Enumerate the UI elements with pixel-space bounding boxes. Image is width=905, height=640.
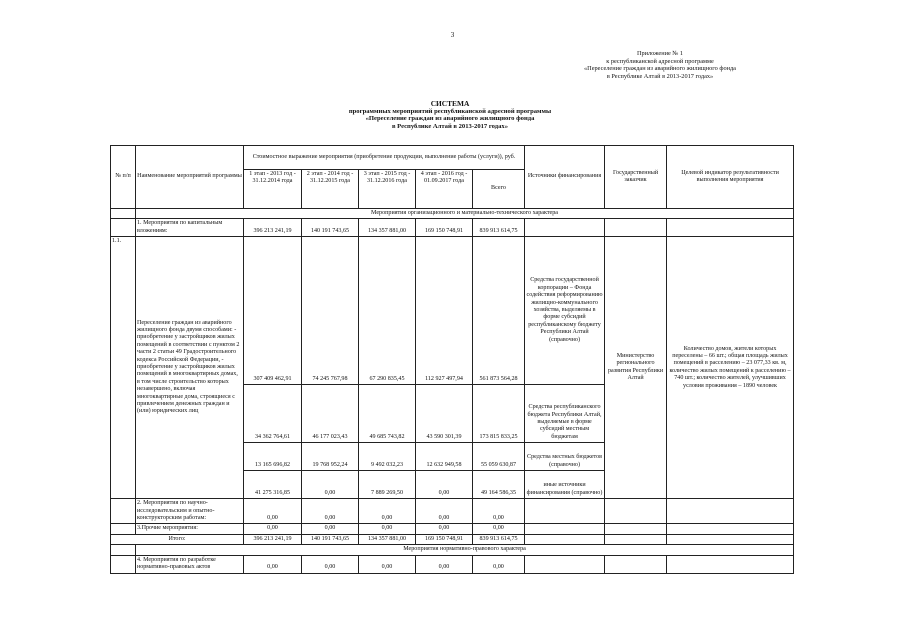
empty-cell: [111, 209, 136, 219]
section-heading: Мероприятия организационного и материально-технического характера: [136, 209, 794, 219]
appendix-line: к республиканской адресной программе: [606, 57, 714, 65]
header-indicator: Целевой индикатор результативности выполнения мероприятия: [667, 146, 794, 209]
row11-c-v1: 13 165 696,82: [244, 443, 302, 471]
row3-v2: 0,00: [302, 524, 359, 534]
program-measures-table: [110, 145, 794, 574]
empty-cell: [667, 219, 794, 237]
row2-v2: 0,00: [302, 499, 359, 524]
header-total: Всего: [473, 170, 525, 209]
empty-cell: [525, 219, 605, 237]
row11-a-v2: 74 245 767,98: [302, 237, 359, 385]
row11-b-v2: 46 177 023,43: [302, 385, 359, 443]
row11-d-source: иные источники финансирования (справочно): [525, 471, 605, 499]
row11-a-v3: 67 290 835,45: [359, 237, 416, 385]
row11-name: Переселение граждан из аварийного жилищного фонда двумя способами: - приобретение у застройщиков жилых помещений в соответствии с пунктом 2 части 2 статьи 49 Градостроительного кодекса Российской Федерации, - приобретение у застройщиков жилых помещений в многоквартирных домах, в том числе строительство которых незавершено, включая многоквартирные дома, строящиеся с привлечением денежных граждан и (или) юридических лиц: [136, 237, 244, 499]
row3-v4: 0,00: [416, 524, 473, 534]
empty-cell: [605, 534, 667, 544]
empty-cell: [111, 545, 136, 555]
row11-d-total: 49 164 586,35: [473, 471, 525, 499]
empty-cell: [667, 524, 794, 534]
row11-a-source: Средства государственной корпорации – Фонда содействия реформированию жилищно-коммунального хозяйства, выделяемы в форме субсидий республиканскому бюджету Республики Алтай (справочно): [525, 237, 605, 385]
row2-v1: 0,00: [244, 499, 302, 524]
row11-customer: Министерство регионального развития Республики Алтай: [605, 237, 667, 499]
page-number: 3: [450, 31, 455, 39]
empty-cell: [605, 524, 667, 534]
row1-name: 1. Мероприятия по капитальным вложениям:: [136, 219, 244, 237]
row11-b-v3: 49 685 743,82: [359, 385, 416, 443]
empty-cell: [525, 499, 605, 524]
empty-cell: [111, 499, 136, 524]
row11-b-source: Средства республиканского бюджета Республики Алтай, выделяемые в форме субсидий местным бюджетам: [525, 385, 605, 443]
row11-indicator: Количество домов, жители которых переселены – 66 шт.; общая площадь жилых помещений в расселению – 23 077,33 кв. м, количество жилых помещений к расселению – 740 шт.; количество жителей, улучшивших условия проживания – 1890 человек: [667, 237, 794, 499]
header-stage1: 1 этап - 2013 год - 31.12.2014 года: [244, 170, 302, 209]
row3-name: 3.Прочие мероприятия:: [136, 524, 244, 534]
section-heading: Мероприятия нормативно-правового характера: [136, 545, 794, 555]
header-stage2: 2 этап - 2014 год - 31.12.2015 года: [302, 170, 359, 209]
row11-c-v4: 12 632 949,58: [416, 443, 473, 471]
row11-b-v4: 43 590 301,39: [416, 385, 473, 443]
itogo-label: Итого:: [111, 534, 244, 544]
empty-cell: [525, 534, 605, 544]
itogo-v2: 140 191 743,65: [302, 534, 359, 544]
row2-v4: 0,00: [416, 499, 473, 524]
appendix-note: [560, 50, 760, 80]
row4-v1: 0,00: [244, 555, 302, 573]
row3-v3: 0,00: [359, 524, 416, 534]
empty-cell: [605, 219, 667, 237]
empty-cell: [525, 555, 605, 573]
row11-b-total: 173 815 833,25: [473, 385, 525, 443]
header-num: № п/п: [111, 146, 136, 209]
header-cost-group: Стоимостное выражение мероприятия (приобретение продукции, выполнение работы (услуги)), руб.: [244, 146, 525, 170]
title-line: «Переселение граждан из аварийного жилищного фонда: [365, 115, 535, 123]
row4-total: 0,00: [473, 555, 525, 573]
row3-v1: 0,00: [244, 524, 302, 534]
row11-c-total: 55 059 630,87: [473, 443, 525, 471]
row11-c-source: Средства местных бюджетов (справочно): [525, 443, 605, 471]
header-stage4: 4 этап - 2016 год - 01.09.2017 года: [416, 170, 473, 209]
empty-cell: [667, 499, 794, 524]
itogo-v4: 169 150 748,91: [416, 534, 473, 544]
row4-v3: 0,00: [359, 555, 416, 573]
row3-total: 0,00: [473, 524, 525, 534]
row11-d-v3: 7 889 269,50: [359, 471, 416, 499]
row4-name: 4. Мероприятия по разработке нормативно-правовых актов: [136, 555, 244, 573]
empty-cell: [605, 555, 667, 573]
itogo-v3: 134 357 881,00: [359, 534, 416, 544]
empty-cell: [525, 524, 605, 534]
appendix-line: «Переселение граждан из аварийного жилищного фонда: [584, 65, 736, 73]
row2-v3: 0,00: [359, 499, 416, 524]
empty-cell: [111, 219, 136, 237]
empty-cell: [605, 499, 667, 524]
row2-name: 2. Мероприятия по научно-исследовательским и опытно-конструкторским работам:: [136, 499, 244, 524]
empty-cell: [667, 534, 794, 544]
row1-v3: 134 357 881,00: [359, 219, 416, 237]
row4-v4: 0,00: [416, 555, 473, 573]
row11-a-total: 561 873 564,28: [473, 237, 525, 385]
row11-c-v3: 9 492 032,23: [359, 443, 416, 471]
header-name: Наименование мероприятий программы: [136, 146, 244, 209]
row4-v2: 0,00: [302, 555, 359, 573]
row2-total: 0,00: [473, 499, 525, 524]
row11-d-v2: 0,00: [302, 471, 359, 499]
empty-cell: [111, 524, 136, 534]
row11-d-v4: 0,00: [416, 471, 473, 499]
title-line: программных мероприятий республиканской адресной программы: [348, 107, 552, 115]
row1-total: 839 913 614,75: [473, 219, 525, 237]
row11-a-v4: 112 927 497,94: [416, 237, 473, 385]
header-customer: Государственный заказчик: [605, 146, 667, 209]
row1-v2: 140 191 743,65: [302, 219, 359, 237]
empty-cell: [111, 555, 136, 573]
title-line: СИСТЕМА: [430, 99, 470, 108]
appendix-line: Приложение № 1: [636, 50, 684, 57]
row11-num: 1.1.: [111, 237, 136, 499]
row1-v4: 169 150 748,91: [416, 219, 473, 237]
row11-d-v1: 41 275 316,85: [244, 471, 302, 499]
document-title: [290, 100, 610, 131]
row1-v1: 396 213 241,19: [244, 219, 302, 237]
itogo-total: 839 913 614,75: [473, 534, 525, 544]
header-sources: Источники финансирования: [525, 146, 605, 209]
appendix-line: в Республике Алтай в 2013-2017 годах»: [606, 72, 714, 80]
itogo-v1: 396 213 241,19: [244, 534, 302, 544]
row11-b-v1: 34 362 764,61: [244, 385, 302, 443]
header-stage3: 3 этап - 2015 год - 31.12.2016 года: [359, 170, 416, 209]
row11-a-v1: 307 409 462,91: [244, 237, 302, 385]
title-line: в Республике Алтай в 2013-2017 годах»: [391, 123, 509, 131]
row11-c-v2: 19 768 952,24: [302, 443, 359, 471]
empty-cell: [667, 555, 794, 573]
